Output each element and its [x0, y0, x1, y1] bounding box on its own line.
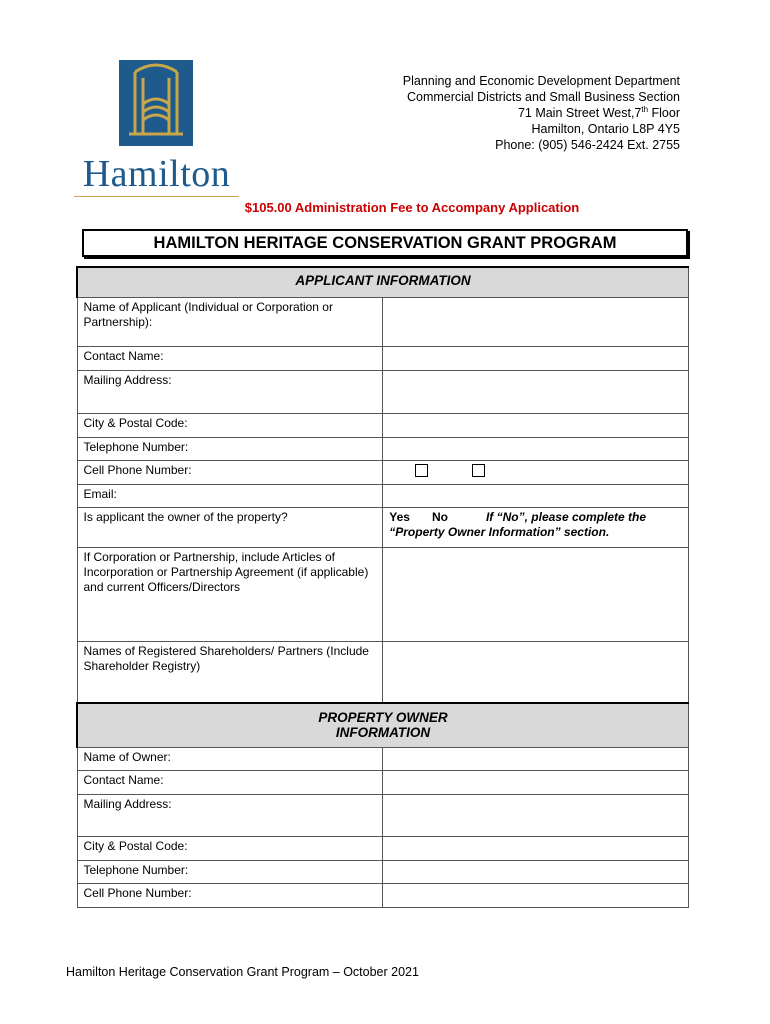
- owner-cell-field[interactable]: [383, 883, 689, 907]
- owner-name-label: Name of Owner:: [77, 747, 383, 770]
- owner-cell-label: Cell Phone Number:: [77, 883, 383, 907]
- owner-heading-line2: INFORMATION: [335, 725, 431, 740]
- owner-question-answer: [383, 507, 689, 547]
- owner-contact-label: Contact Name:: [77, 770, 383, 794]
- owner-cell-row: [77, 883, 689, 907]
- applicant-email-label: Email:: [77, 484, 383, 507]
- yes-checkbox[interactable]: [415, 464, 428, 477]
- owner-name-row: [77, 747, 689, 770]
- applicant-mailing-row: [77, 370, 689, 413]
- applicant-city-row: [77, 413, 689, 437]
- owner-city-label: City & Postal Code:: [77, 836, 383, 860]
- owner-mailing-row: [77, 794, 689, 836]
- applicant-contact-field[interactable]: [383, 346, 689, 370]
- applicant-telephone-label: Telephone Number:: [77, 437, 383, 460]
- logo-underline: [74, 196, 239, 197]
- applicant-contact-row: [77, 346, 689, 370]
- owner-heading: [77, 703, 689, 747]
- logo-wordmark: Hamilton: [82, 153, 231, 195]
- owner-contact-row: [77, 770, 689, 794]
- owner-question-label: Is applicant the owner of the property?: [77, 507, 383, 547]
- hamilton-logo: [74, 56, 239, 196]
- owner-mailing-field[interactable]: [383, 794, 689, 836]
- applicant-mailing-label: Mailing Address:: [77, 370, 383, 413]
- no-option[interactable]: No: [431, 509, 448, 524]
- corporation-docs-field[interactable]: [383, 547, 689, 641]
- applicant-heading: APPLICANT INFORMATION: [77, 267, 689, 297]
- yes-option[interactable]: Yes: [389, 509, 410, 524]
- owner-section-header: [77, 703, 689, 747]
- owner-contact-field[interactable]: [383, 770, 689, 794]
- applicant-name-row: [77, 297, 689, 346]
- applicant-name-field[interactable]: [383, 297, 689, 346]
- applicant-section-header: [77, 267, 689, 297]
- owner-name-field[interactable]: [383, 747, 689, 770]
- corporation-docs-label: If Corporation or Partnership, include Articles of Incorporation or Partnership Agreement (if applicable) and current Officers/Directors: [77, 547, 383, 641]
- applicant-name-label: Name of Applicant (Individual or Corporation or Partnership):: [77, 297, 383, 346]
- owner-heading-line1: PROPERTY OWNER: [318, 710, 448, 725]
- owner-mailing-label: Mailing Address:: [77, 794, 383, 836]
- applicant-email-field[interactable]: [383, 484, 689, 507]
- page-footer: Hamilton Heritage Conservation Grant Program – October 2021: [66, 965, 419, 979]
- applicant-city-field[interactable]: [383, 413, 689, 437]
- department-name: Planning and Economic Development Department: [402, 74, 680, 88]
- applicant-cell-field[interactable]: [383, 460, 689, 484]
- applicant-telephone-field[interactable]: [383, 437, 689, 460]
- city-address: Hamilton, Ontario L8P 4Y5: [531, 122, 680, 136]
- street-address: 71 Main Street West,7th Floor: [517, 104, 680, 120]
- applicant-email-row: [77, 484, 689, 507]
- application-form: [76, 266, 689, 908]
- applicant-owner-row: [77, 507, 689, 547]
- applicant-cell-label: Cell Phone Number:: [77, 460, 383, 484]
- applicant-telephone-row: [77, 437, 689, 460]
- owner-telephone-label: Telephone Number:: [77, 860, 383, 883]
- owner-telephone-row: [77, 860, 689, 883]
- no-checkbox[interactable]: [472, 464, 485, 477]
- corporation-docs-row: [77, 547, 689, 641]
- shareholders-label: Names of Registered Shareholders/ Partners (Include Shareholder Registry): [77, 641, 383, 703]
- applicant-mailing-field[interactable]: [383, 370, 689, 413]
- phone-number: Phone: (905) 546-2424 Ext. 2755: [495, 138, 680, 152]
- owner-city-field[interactable]: [383, 836, 689, 860]
- applicant-cell-row: [77, 460, 689, 484]
- shareholders-field[interactable]: [383, 641, 689, 703]
- owner-note: If “No”, please complete the “Property Owner Information” section.: [389, 509, 646, 539]
- fee-notice: $105.00 Administration Fee to Accompany Application: [244, 200, 580, 215]
- owner-city-row: [77, 836, 689, 860]
- program-title: HAMILTON HERITAGE CONSERVATION GRANT PROGRAM: [82, 229, 688, 257]
- hamilton-emblem-icon: [119, 60, 193, 146]
- applicant-contact-label: Contact Name:: [77, 346, 383, 370]
- section-name: Commercial Districts and Small Business Section: [406, 90, 680, 104]
- owner-telephone-field[interactable]: [383, 860, 689, 883]
- shareholders-row: [77, 641, 689, 703]
- applicant-city-label: City & Postal Code:: [77, 413, 383, 437]
- department-address: [403, 73, 680, 153]
